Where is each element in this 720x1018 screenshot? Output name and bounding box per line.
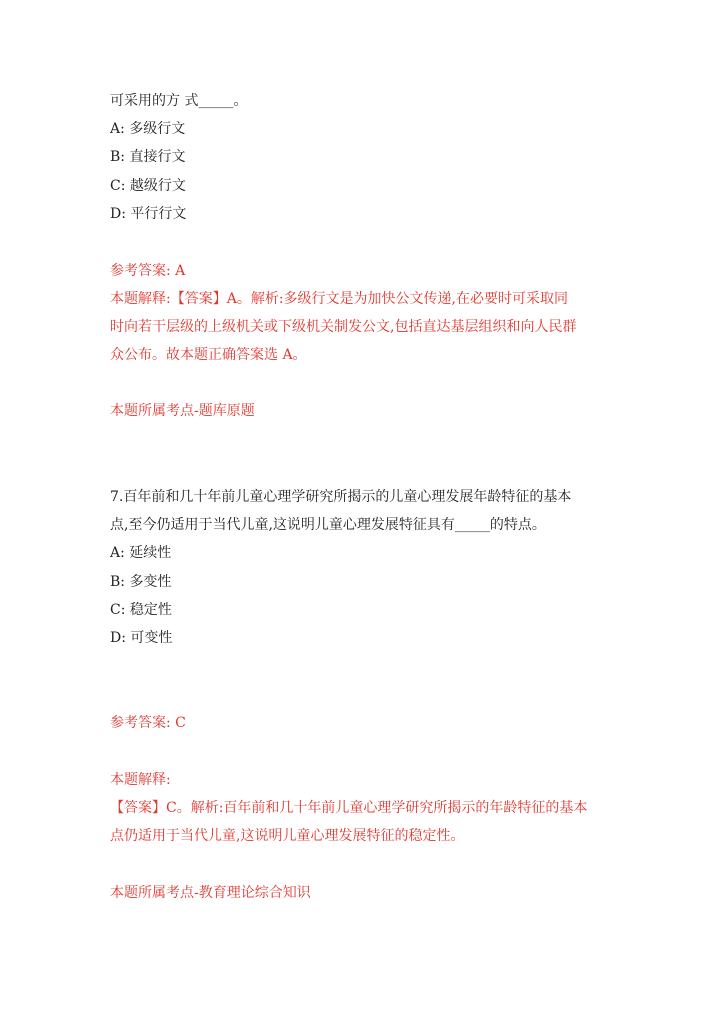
q7-option-b: B: 多变性 [110, 574, 172, 590]
q7-stem-line-1: 7.百年前和几十年前儿童心理学研究所揭示的儿童心理发展年龄特征的基本 [110, 489, 572, 505]
q6-explanation-line-1: 本题解释:【答案】A。解析:多级行文是为加快公文传递,在必要时可采取同 [110, 291, 568, 307]
q6-answer: 参考答案: A [110, 263, 186, 279]
q6-explanation-line-2: 时向若干层级的上级机关或下级机关制发公文,包括直达基层组织和向人民群 [110, 319, 577, 335]
q7-option-d: D: 可变性 [110, 630, 173, 646]
q7-explanation-label: 本题解释: [110, 772, 171, 788]
q6-option-b: B: 直接行文 [110, 149, 186, 165]
q7-explanation-line-2: 点仍适用于当代儿童,这说明儿童心理发展特征的稳定性。 [110, 828, 465, 844]
q6-option-c: C: 越级行文 [110, 178, 186, 194]
q7-stem-line-2: 点,至今仍适用于当代儿童,这说明儿童心理发展特征具有_____的特点。 [110, 517, 546, 533]
q6-option-a: A: 多级行文 [110, 121, 186, 137]
q7-option-a: A: 延续性 [110, 545, 172, 561]
q6-option-d: D: 平行行文 [110, 206, 187, 222]
q6-explanation-line-3: 众公布。故本题正确答案选 A。 [110, 347, 307, 363]
q6-topic: 本题所属考点-题库原题 [110, 403, 255, 419]
q7-answer: 参考答案: C [110, 715, 186, 731]
q7-option-c: C: 稳定性 [110, 602, 172, 618]
q6-stem-tail: 可采用的方 式_____。 [110, 93, 248, 109]
q7-explanation-line-1: 【答案】C。解析:百年前和几十年前儿童心理学研究所揭示的年龄特征的基本 [110, 800, 588, 816]
q7-topic: 本题所属考点-教育理论综合知识 [110, 885, 311, 901]
